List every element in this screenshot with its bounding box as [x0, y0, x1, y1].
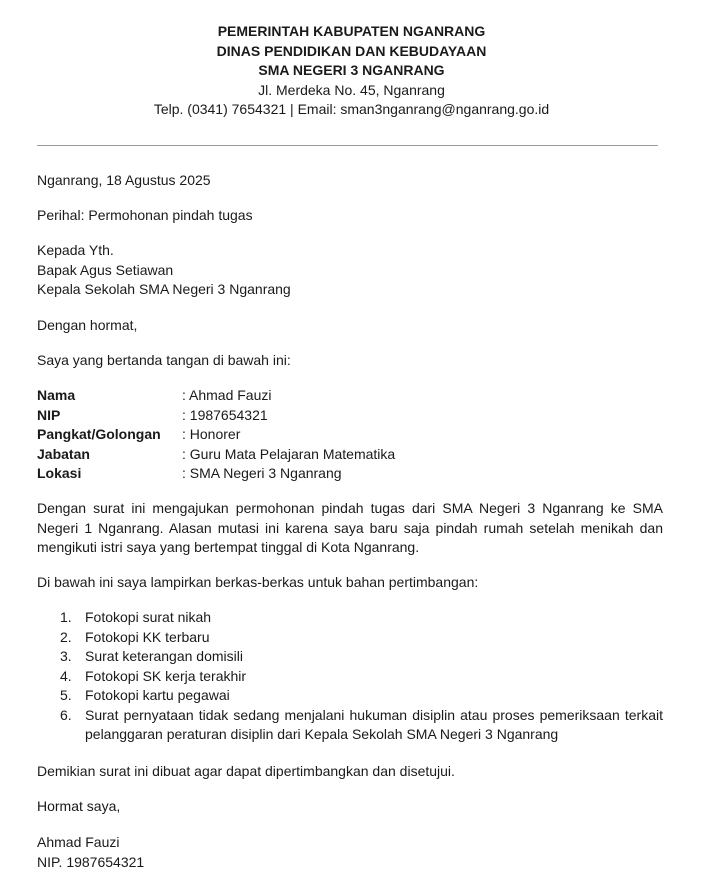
intro-text: Saya yang bertanda tangan di bawah ini: — [37, 352, 291, 368]
list-item — [37, 667, 663, 687]
letterhead-address: Jl. Merdeka No. 45, Nganrang — [258, 81, 445, 98]
identity-row — [37, 445, 395, 465]
identity-row — [37, 406, 395, 426]
identity-value-jabatan: : Guru Mata Pelajaran Matematika — [182, 445, 396, 462]
signer-nip: NIP. 1987654321 — [37, 853, 145, 870]
identity-value-lokasi: : SMA Negeri 3 Nganrang — [182, 465, 342, 481]
letterhead-government: PEMERINTAH KABUPATEN NGANRANG — [217, 23, 486, 39]
identity-label-lokasi: Lokasi — [37, 465, 82, 481]
identity-value-nip: : 1987654321 — [182, 406, 268, 423]
signer-name: Ahmad Fauzi — [37, 834, 120, 850]
identity-label-nip: NIP — [37, 406, 61, 423]
identity-label-pangkat: Pangkat/Golongan — [37, 426, 161, 442]
identity-row — [37, 386, 395, 406]
recipient-block — [37, 241, 663, 300]
list-item-text: Surat keterangan domisili — [85, 648, 243, 664]
letterhead-school: SMA NEGERI 3 NGANRANG — [258, 62, 445, 78]
recipient-name: Bapak Agus Setiawan — [37, 261, 174, 278]
identity-label-nama: Nama — [37, 387, 76, 403]
identity-label-jabatan: Jabatan — [37, 445, 90, 462]
list-item-text: Surat pernyataan tidak sedang menjalani hukuman disiplin atau proses pemeriksaan terkait pelanggaran peraturan disiplin dari Kepala Sekolah SMA Negeri 3 Nganrang — [85, 706, 663, 742]
attachments-list — [37, 608, 663, 745]
identity-value-pangkat: : Honorer — [182, 426, 241, 442]
list-item — [37, 706, 663, 745]
list-item-text: Fotokopi surat nikah — [85, 609, 212, 625]
list-item-text: Fotokopi kartu pegawai — [85, 687, 230, 703]
letterhead-divider — [37, 145, 658, 146]
recipient-salutation: Kepada Yth. — [37, 242, 114, 258]
list-item-text: Fotokopi SK kerja terakhir — [85, 667, 247, 684]
body-paragraph: Dengan surat ini mengajukan permohonan pindah tugas dari SMA Negeri 3 Nganrang ke SMA Negeri 1 Nganrang. Alasan mutasi ini karena saya baru saja pindah rumah setelah menikah dan mengikuti istri saya yang bertempat tinggal di Kota Nganrang. — [37, 500, 663, 555]
closing-text: Demikian surat ini dibuat agar dapat dipertimbangkan dan disetujui. — [37, 763, 455, 779]
greeting: Dengan hormat, — [37, 317, 138, 333]
list-item-number: 3. — [60, 648, 72, 664]
identity-table — [37, 386, 395, 484]
recipient-title: Kepala Sekolah SMA Negeri 3 Nganrang — [37, 281, 291, 297]
list-item-number: 5. — [60, 687, 72, 703]
list-item-number: 4. — [60, 667, 72, 684]
list-item-number: 6. — [60, 706, 72, 723]
list-item — [37, 686, 663, 706]
list-item-number: 1. — [60, 609, 72, 625]
identity-row — [37, 425, 395, 445]
signature-block — [37, 833, 663, 872]
letterhead — [0, 22, 703, 120]
identity-value-nama: : Ahmad Fauzi — [182, 387, 272, 403]
letterhead-department: DINAS PENDIDIKAN DAN KEBUDAYAAN — [216, 42, 487, 59]
sign-off: Hormat saya, — [37, 798, 121, 814]
attachments-intro: Di bawah ini saya lampirkan berkas-berkas untuk bahan pertimbangan: — [37, 574, 479, 590]
list-item — [37, 647, 663, 667]
place-date: Nganrang, 18 Agustus 2025 — [37, 172, 211, 188]
list-item-number: 2. — [60, 628, 72, 645]
subject-line: Perihal: Permohonan pindah tugas — [37, 207, 253, 223]
list-item — [37, 608, 663, 628]
list-item-text: Fotokopi KK terbaru — [85, 628, 210, 645]
identity-row — [37, 464, 395, 484]
list-item — [37, 628, 663, 648]
letterhead-contact: Telp. (0341) 7654321 | Email: sman3nganrang@nganrang.go.id — [153, 101, 550, 117]
